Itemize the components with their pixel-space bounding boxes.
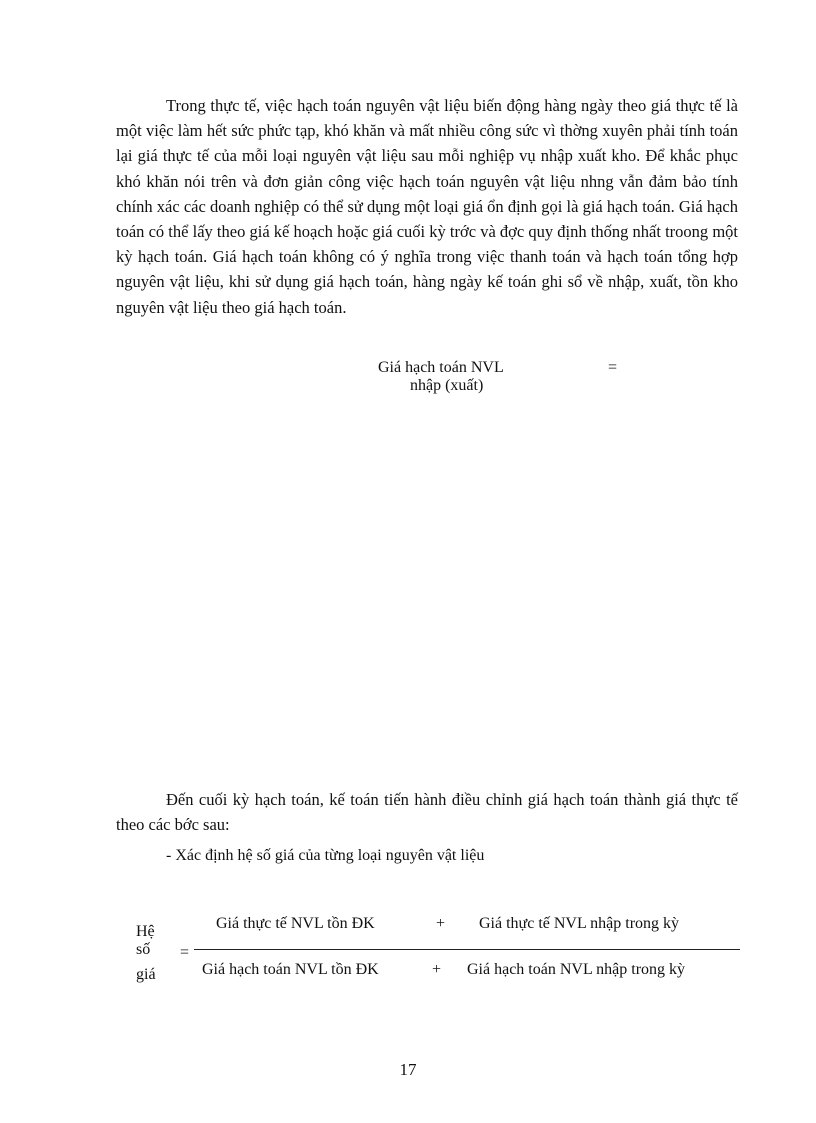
page-number: 17 <box>399 1060 417 1079</box>
numerator-plus: + <box>436 915 446 932</box>
fraction-line <box>194 949 740 950</box>
coefficient-label-line2: số <box>136 941 151 958</box>
coefficient-label-line3: giá <box>136 966 156 983</box>
formula2-equals: = <box>180 944 190 961</box>
paragraph-accounting-price: Trong thực tế, việc hạch toán nguyên vật liệu biến động hàng ngày theo giá thực tế là một việc làm hết sức phức tạp, khó khăn và mất nhiều công sức vì thờng xuyên phải tính toán lại giá thực tế của mỗi loại nguyên vật liệu sau mỗi nghiệp vụ nhập xuất kho. Để khắc phục khó khăn nói trên và đơn giản công việc hạch toán nguyên vật liệu nhng vẫn đảm bảo tính chính xác các doanh nghiệp có thể sử dụng một loại giá ổn định gọi là giá hạch toán. Giá hạch toán có thể lấy theo giá kế hoạch hoặc giá cuối kỳ trớc và đợc quy định thống nhất troong một kỳ hạch toán. Giá hạch toán không có ý nghĩa trong việc thanh toán và hạch toán tổng hợp nguyên vật liệu, khi sử dụng giá hạch toán, hàng ngày kế toán ghi sổ về nhập, xuất, tồn kho nguyên vật liệu theo giá hạch toán. <box>116 96 738 317</box>
paragraph-period-end-adjustment: Đến cuối kỳ hạch toán, kế toán tiến hành điều chỉnh giá hạch toán thành giá thực tế theo các bớc sau: <box>116 790 738 835</box>
denominator-opening-accounting: Giá hạch toán NVL tồn ĐK <box>202 961 379 978</box>
numerator-received-actual: Giá thực tế NVL nhập trong kỳ <box>479 915 680 932</box>
coefficient-label-line1: Hệ <box>136 923 155 940</box>
denominator-received-accounting: Giá hạch toán NVL nhập trong kỳ <box>467 961 686 978</box>
numerator-opening-actual: Giá thực tế NVL tồn ĐK <box>216 915 375 932</box>
step-price-coefficient: - Xác định hệ số giá của từng loại nguyên vật liệu <box>166 847 485 864</box>
formula1-equals: = <box>608 359 618 376</box>
formula1-label-line1: Giá hạch toán NVL <box>378 359 504 376</box>
denominator-plus: + <box>432 961 442 978</box>
formula1-label-line2: nhập (xuất) <box>410 377 484 394</box>
